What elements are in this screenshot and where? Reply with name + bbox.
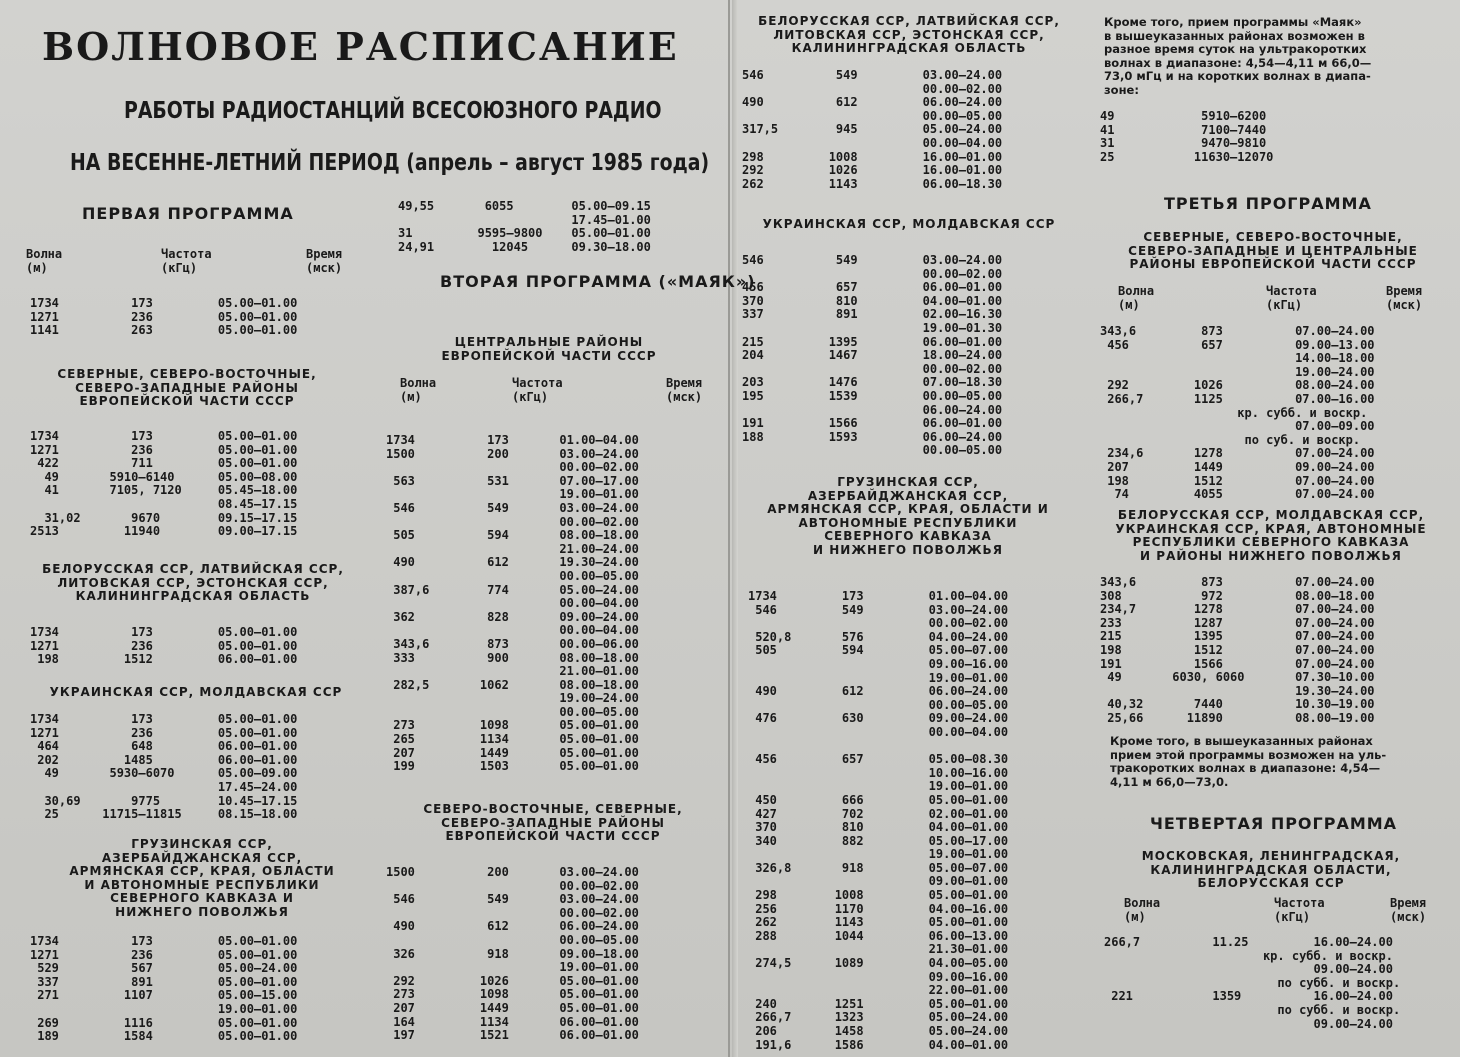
- wave-header: Волна (м): [26, 247, 63, 275]
- p2-ukraine-table: 546 549 03.00—24.00 00.00—02.00 456 657 06.00—01.00 370 810 04.00—01.00 337 891 02.00—16.30 19.00—01.30 215 1395 06.00—01.00 204 1467 18.00—24.00 00.00—02.00 203 1476 07.00—18.30 195 1539 00.00—05.00 06.00—24.00 191 1566 06.00—01.00 188 1593 06.00—24.00 00.00—05.00: [742, 253, 1003, 458]
- p3-belarus-title: БЕЛОРУССКАЯ ССР, МОЛДАВСКАЯ ССР, УКРАИНСКАЯ ССР, КРАЯ, АВТОНОМНЫЕ РЕСПУБЛИКИ СЕВЕРНОГО КАВКАЗА И РАЙОНЫ НИЖНЕГО ПОВОЛЖЬЯ: [1115, 508, 1427, 563]
- p2-caucasus-table: 1734 173 01.00—04.00 546 549 03.00—24.00 00.00—02.00 520,8 576 04.00—24.00 505 594 05.00—07.00 09.00—16.00 19.00—01.00 490 612 06.00—24.00 00.00—05.00 476 630 09.00—24.00 00.00—04.00 456 657 05.00—08.30 10.00—16.00 19.00—01.00 450 666 05.00—01.00 427 702 02.00—01.00 370 810 04.00—01.00 340 882 05.00—17.00 19.00—01.00 326,8 918 05.00—07.00 09.00—01.00 298 1008 05.00—01.00 256 1170 04.00—16.00 262 1143 05.00—01.00 288 1044 06.00—13.00 21.30—01.00 274,5 1089 04.00—05.00 09.00—16.00 22.00—01.00 240 1251 05.00—01.00 266,7 1323 05.00—24.00 206 1458 05.00—24.00 191,6 1586 04.00—01.00: [748, 589, 1009, 1052]
- p3-ukw-note: Кроме того, в вышеуказанных районах прием этой программы возможен на уль- тракоротких волнах в диапазоне: 4,54— 4,11 м 66,0—73,0.: [1110, 734, 1387, 789]
- p2-central-table: 1734 173 01.00—04.00 1500 200 03.00—24.00 00.00—02.00 563 531 07.00—17.00 19.00—01.00 546 549 03.00—24.00 00.00—02.00 505 594 08.00—18.00 21.00—24.00 490 612 19.30—24.00 00.00—05.00 387,6 774 05.00—24.00 00.00—04.00 362 828 09.00—24.00 00.00—04.00 343,6 873 00.00—06.00 333 900 08.00—18.00 21.00—01.00 282,5 1062 08.00—18.00 19.00—24.00 00.00—05.00 273 1098 05.00—01.00 265 1134 05.00—01.00 207 1449 05.00—01.00 199 1503 05.00—01.00: [386, 433, 639, 774]
- p1-baltic-table: 1734 173 05.00—01.00 1271 236 05.00—01.00 198 1512 06.00—01.00: [30, 625, 298, 667]
- program-3-heading: ТРЕТЬЯ ПРОГРАММА: [1164, 194, 1372, 213]
- p2-northeast-table: 1500 200 03.00—24.00 00.00—02.00 546 549 03.00—24.00 00.00—02.00 490 612 06.00—24.00 00.00—05.00 326 918 09.00—18.00 19.00—01.00 292 1026 05.00—01.00 273 1098 05.00—01.00 207 1449 05.00—01.00 164 1134 06.00—01.00 197 1521 06.00—01.00: [386, 865, 639, 1043]
- p3-north-table: 343,6 873 07.00—24.00 456 657 09.00—13.00 14.00—18.00 19.00—24.00 292 1026 08.00—24.00 266,7 1125 07.00—16.00 кр. субб. и воскр. 07.00—09.00 по суб. и воскр. 234,6 1278 07.00—24.00 207 1449 09.00—24.00 198 1512 07.00—24.00 74 4055 07.00—24.00: [1100, 324, 1375, 502]
- p4-table: 266,7 11.25 16.00—24.00 кр. субб. и воскр. 09.00—24.00 по субб. и воскр. 221 1359 16.00—24.00 по субб. и воскр. 09.00—24.00: [1104, 935, 1401, 1031]
- time-header: Время (мск): [1390, 896, 1427, 924]
- time-header: Время (мск): [306, 247, 343, 275]
- page-fold: [728, 0, 730, 1057]
- program-1-heading: ПЕРВАЯ ПРОГРАММА: [82, 204, 294, 223]
- p1-moscow-table: 1734 173 05.00—01.00 1271 236 05.00—01.00 1141 263 05.00—01.00: [30, 296, 298, 338]
- subtitle-line-1: РАБОТЫ РАДИОСТАНЦИЙ ВСЕСОЮЗНОГО РАДИО: [124, 98, 662, 124]
- p2-belarus-table: 546 549 03.00—24.00 00.00—02.00 490 612 06.00—24.00 00.00—05.00 317,5 945 05.00—24.00 00.00—04.00 298 1008 16.00—01.00 292 1026 16.00—01.00 262 1143 06.00—18.30: [742, 68, 1003, 191]
- freq-header: Частота (кГц): [1274, 896, 1325, 924]
- time-header: Время (мск): [1386, 284, 1423, 312]
- program-4-heading: ЧЕТВЕРТАЯ ПРОГРАММА: [1150, 814, 1398, 833]
- p4-region-title: МОСКОВСКАЯ, ЛЕНИНГРАДСКАЯ, КАЛИНИНГРАДСКАЯ ОБЛАСТИ, БЕЛОРУССКАЯ ССР: [1141, 849, 1401, 891]
- p1-caucasus-title: ГРУЗИНСКАЯ ССР, АЗЕРБАЙДЖАНСКАЯ ССР, АРМЯНСКАЯ ССР, КРАЯ, ОБЛАСТИ И АВТОНОМНЫЕ РЕСПУБЛИКИ СЕВЕРНОГО КАВКАЗА И НИЖНЕГО ПОВОЛЖЬЯ: [69, 837, 335, 919]
- wave-header: Волна (м): [400, 376, 437, 404]
- time-header: Время (мск): [666, 376, 703, 404]
- subtitle-line-2: НА ВЕСЕННЕ-ЛЕТНИЙ ПЕРИОД (апрель – август 1985 года): [70, 150, 710, 176]
- wave-header: Волна (м): [1124, 896, 1161, 924]
- p2-central-title: ЦЕНТРАЛЬНЫЕ РАЙОНЫ ЕВРОПЕЙСКОЙ ЧАСТИ СССР: [441, 335, 657, 363]
- page-fold-shadow: [732, 0, 738, 1057]
- p2-northeast-title: СЕВЕРО-ВОСТОЧНЫЕ, СЕВЕРНЫЕ, СЕВЕРО-ЗАПАДНЫЕ РАЙОНЫ ЕВРОПЕЙСКОЙ ЧАСТИ СССР: [423, 802, 683, 844]
- p2-caucasus-title: ГРУЗИНСКАЯ ССР, АЗЕРБАЙДЖАНСКАЯ ССР, АРМЯНСКАЯ ССР, КРАЯ, ОБЛАСТИ И АВТОНОМНЫЕ РЕСПУБЛИКИ СЕВЕРНОГО КАВКАЗА И НИЖНЕГО ПОВОЛЖЬЯ: [767, 475, 1049, 557]
- p2-belarus-title: БЕЛОРУССКАЯ ССР, ЛАТВИЙСКАЯ ССР, ЛИТОВСКАЯ ССР, ЭСТОНСКАЯ ССР, КАЛИНИНГРАДСКАЯ ОБЛАСТЬ: [758, 14, 1060, 56]
- p1-baltic-title: БЕЛОРУССКАЯ ССР, ЛАТВИЙСКАЯ ССР, ЛИТОВСКАЯ ССР, ЭСТОНСКАЯ ССР, КАЛИНИНГРАДСКАЯ ОБЛАСТЬ: [42, 562, 344, 604]
- p2-mayak-shortwave-table: 49 5910—6200 41 7100—7440 31 9470—9810 25 11630—12070: [1100, 109, 1274, 164]
- freq-header: Частота (кГц): [1266, 284, 1317, 312]
- p2-mayak-note: Кроме того, прием программы «Маяк» в вышеуказанных районах возможен в разное время суток на ультракоротких волнах в диапазоне: 4,54—4,11 м 66,0— 73,0 мГц и на коротких волнах в диапа- зоне:: [1104, 15, 1372, 97]
- p3-north-title: СЕВЕРНЫЕ, СЕВЕРО-ВОСТОЧНЫЕ, СЕВЕРО-ЗАПАДНЫЕ И ЦЕНТРАЛЬНЫЕ РАЙОНЫ ЕВРОПЕЙСКОЙ ЧАСТИ СССР: [1128, 230, 1418, 272]
- p1-ukraine-table: 1734 173 05.00—01.00 1271 236 05.00—01.00 464 648 06.00—01.00 202 1485 06.00—01.00 49 5930—6070 05.00—09.00 17.45—24.00 30,69 9775 10.45—17.15 25 11715—11815 08.15—18.00: [30, 712, 298, 822]
- p1-north-table: 1734 173 05.00—01.00 1271 236 05.00—01.00 422 711 05.00—01.00 49 5910—6140 05.00—08.00 41 7105, 7120 05.45—18.00 08.45—17.15 31,02 9670 09.15—17.15 2513 11940 09.00—17.15: [30, 429, 298, 539]
- p1-caucasus-table: 1734 173 05.00—01.00 1271 236 05.00—01.00 529 567 05.00—24.00 337 891 05.00—01.00 271 1107 05.00—15.00 19.00—01.00 269 1116 05.00—01.00 189 1584 05.00—01.00: [30, 934, 298, 1044]
- p1-ukraine-title: УКРАИНСКАЯ ССР, МОЛДАВСКАЯ ССР: [49, 685, 343, 699]
- page-title: ВОЛНОВОЕ РАСПИСАНИЕ: [42, 24, 679, 69]
- p2-ukraine-title: УКРАИНСКАЯ ССР, МОЛДАВСКАЯ ССР: [762, 217, 1056, 231]
- wave-header: Волна (м): [1118, 284, 1155, 312]
- freq-header: Частота (кГц): [512, 376, 563, 404]
- p3-belarus-table: 343,6 873 07.00—24.00 308 972 08.00—18.00 234,7 1278 07.00—24.00 233 1287 07.00—24.00 215 1395 07.00—24.00 198 1512 07.00—24.00 191 1566 07.00—24.00 49 6030, 6060 07.30—10.00 19.30—24.00 40,32 7440 10.30—19.00 25,66 11890 08.00—19.00: [1100, 575, 1375, 725]
- p1-north-title: СЕВЕРНЫЕ, СЕВЕРО-ВОСТОЧНЫЕ, СЕВЕРО-ЗАПАДНЫЕ РАЙОНЫ ЕВРОПЕЙСКОЙ ЧАСТИ СССР: [57, 367, 317, 409]
- freq-header: Частота (кГц): [161, 247, 212, 275]
- program-2-heading: ВТОРАЯ ПРОГРАММА («МАЯК»): [440, 272, 756, 291]
- p1-shortwave-cont-table: 49,55 6055 05.00—09.15 17.45—01.00 31 9595—9800 05.00—01.00 24,91 12045 09.30—18.00: [398, 199, 651, 254]
